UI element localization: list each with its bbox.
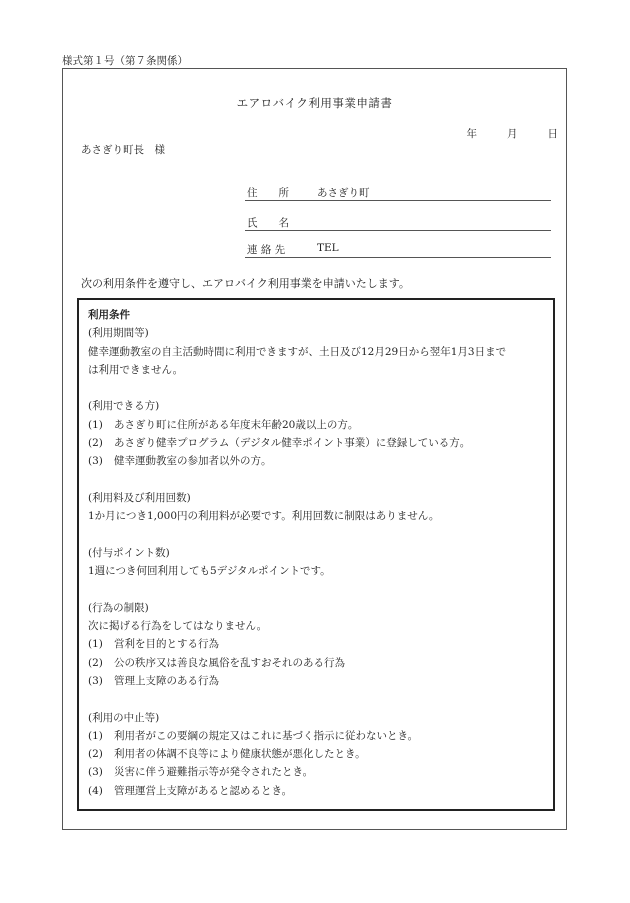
list-item: (1) 営利を目的とする行為 (88, 638, 219, 651)
list-item: (3) 健幸運動教室の参加者以外の方。 (88, 455, 272, 468)
points-heading: (付与ポイント数) (88, 546, 170, 559)
application-form (62, 68, 567, 830)
date-year-label: 年 (466, 128, 477, 140)
list-item: (3) 災害に伴う避難指示等が発令されたとき。 (88, 766, 314, 779)
points-text: 1週につき何回利用しても5デジタルポイントです。 (88, 565, 331, 578)
contact-field[interactable] (245, 241, 551, 258)
address-value: あさぎり町 (317, 187, 370, 199)
form-title: エアロバイク利用事業申請書 (236, 96, 393, 110)
fee-text: 1か月につき1,000円の利用料が必要です。利用回数に制限はありません。 (88, 510, 440, 523)
eligibility-heading: (利用できる方) (88, 400, 160, 413)
list-item: (2) あさぎり健幸プログラム（デジタル健幸ポイント事業）に登録している方。 (88, 437, 471, 450)
list-item: (4) 管理運営上支障があると認めるとき。 (88, 784, 293, 797)
name-label: 氏 名 (247, 217, 289, 229)
list-item: (3) 管理上支障のある行為 (88, 674, 219, 687)
contact-value: TEL (317, 242, 339, 254)
restrictions-heading: (行為の制限) (88, 601, 149, 614)
fee-heading: (利用料及び利用回数) (88, 491, 191, 504)
suspension-heading: (利用の中止等) (88, 711, 160, 724)
intro-text: 次の利用条件を遵守し、エアロバイク利用事業を申請いたします。 (81, 277, 410, 290)
contact-label: 連 絡 先 (247, 244, 286, 256)
list-item: (1) 利用者がこの要綱の規定又はこれに基づく指示に従わないとき。 (88, 729, 419, 742)
list-item: (2) 公の秩序又は善良な風俗を乱すおそれのある行為 (88, 656, 345, 669)
addressee: あさぎり町長 様 (81, 144, 165, 156)
form-number: 様式第１号（第７条関係） (62, 55, 188, 67)
conditions-box (77, 298, 555, 811)
date-line (437, 126, 559, 141)
address-field[interactable] (245, 184, 551, 201)
date-month-label: 月 (507, 128, 518, 140)
period-heading: (利用期間等) (88, 327, 149, 340)
date-day-label: 日 (547, 128, 558, 140)
period-text-cont: は利用できません。 (88, 363, 184, 376)
restrictions-text: 次に掲げる行為をしてはなりません。 (88, 620, 268, 633)
list-item: (1) あさぎり町に住所がある年度末年齢20歳以上の方。 (88, 418, 359, 431)
period-text: 健幸運動教室の自主活動時間に利用できますが、土日及び12月29日から翌年1月3日まで (88, 345, 507, 358)
name-field[interactable] (245, 214, 551, 231)
conditions-heading: 利用条件 (88, 309, 130, 321)
list-item: (2) 利用者の体調不良等により健康状態が悪化したとき。 (88, 748, 366, 761)
address-label: 住 所 (247, 187, 289, 199)
